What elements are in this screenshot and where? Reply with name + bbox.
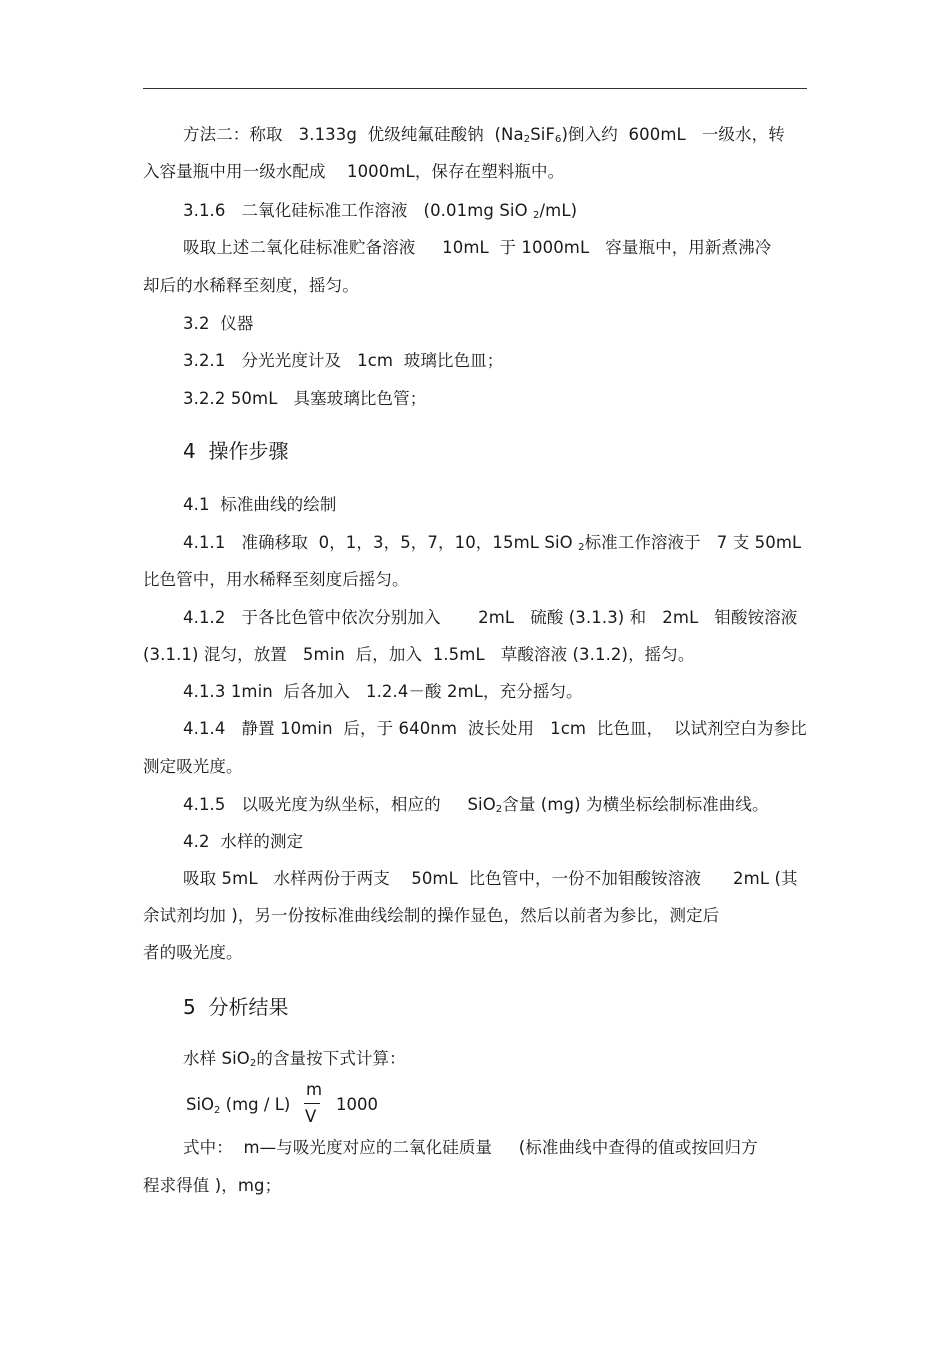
formula-factor: 1000 [336, 1095, 378, 1114]
text-line: 方法二：称取 3.133g 优级纯氟硅酸钠 $(Na_2SiF_6)$倒入约 600mL 一级水，转 [183, 125, 785, 145]
heading-5: 5 分析结果 [183, 995, 289, 1019]
text-line: (3.1.1) 混匀，放置 5min 后，加入 1.5mL 草酸溶液 (3.1.2)，摇匀。 [143, 645, 695, 664]
section-4-1: 4.1 标准曲线的绘制 [183, 495, 337, 514]
text-line: 者的吸光度。 [143, 943, 243, 962]
section-4-1-1: 4.1.1 准确移取 0，1，3，5，7，10，15mL SiO $_2$标准工作溶液于 7 支 50mL [183, 533, 802, 553]
section-4-1-4: 4.1.4 静置 10min 后，于 640nm 波长处用 1cm 比色皿， 以试剂空白为参比 [183, 719, 807, 738]
section-3-2: 3.2 仪器 [183, 314, 254, 333]
text-line: 水样 SiO$_2$的含量按下式计算： [183, 1049, 406, 1069]
text-line: 测定吸光度。 [143, 757, 243, 776]
text-line: 余试剂均加 )，另一份按标准曲线绘制的操作显色，然后以前者为参比，测定后 [143, 906, 720, 925]
formula-sio2 [186, 1080, 406, 1130]
section-4-1-5: 4.1.5 以吸光度为纵坐标，相应的 SiO$_2$含量 (mg) 为横坐标绘制标准曲线。 [183, 795, 769, 815]
heading-4: 4 操作步骤 [183, 439, 289, 463]
section-4-2: 4.2 水样的测定 [183, 832, 304, 851]
text-line: 式中： m—与吸光度对应的二氧化硅质量 (标准曲线中查得的值或按回归方 [183, 1138, 758, 1157]
fraction-bar [304, 1103, 320, 1104]
text-line: 吸取上述二氧化硅标准贮备溶液 10mL 于 1000mL 容量瓶中，用新煮沸冷 [183, 238, 772, 257]
text-line: 入容量瓶中用一级水配成 1000mL，保存在塑料瓶中。 [143, 162, 565, 181]
section-3-1-6: 3.1.6 二氧化硅标准工作溶液 (0.01mg SiO $_2$/mL) [183, 201, 578, 221]
text-line: 程求得值 )，mg； [143, 1176, 282, 1195]
text-line: 却后的水稀释至刻度，摇匀。 [143, 276, 359, 295]
section-3-2-2: 3.2.2 50mL 具塞玻璃比色管； [183, 389, 427, 408]
formula-denominator: V [305, 1107, 317, 1126]
section-3-2-1: 3.2.1 分光光度计及 1cm 玻璃比色皿； [183, 351, 504, 370]
text-line: 比色管中，用水稀释至刻度后摇匀。 [143, 570, 409, 589]
section-4-1-2: 4.1.2 于各比色管中依次分别加入 2mL 硫酸 (3.1.3) 和 2mL 钼酸铵溶液 [183, 608, 798, 627]
text-line: 吸取 5mL 水样两份于两支 50mL 比色管中，一份不加钼酸铵溶液 2mL (其 [183, 869, 798, 888]
formula-lhs: SiO2 (mg / L) [186, 1095, 291, 1116]
formula-numerator: m [306, 1080, 323, 1099]
section-4-1-3: 4.1.3 1min 后各加入 1.2.4－酸 2mL，充分摇匀。 [183, 682, 583, 701]
header-rule [143, 88, 807, 89]
